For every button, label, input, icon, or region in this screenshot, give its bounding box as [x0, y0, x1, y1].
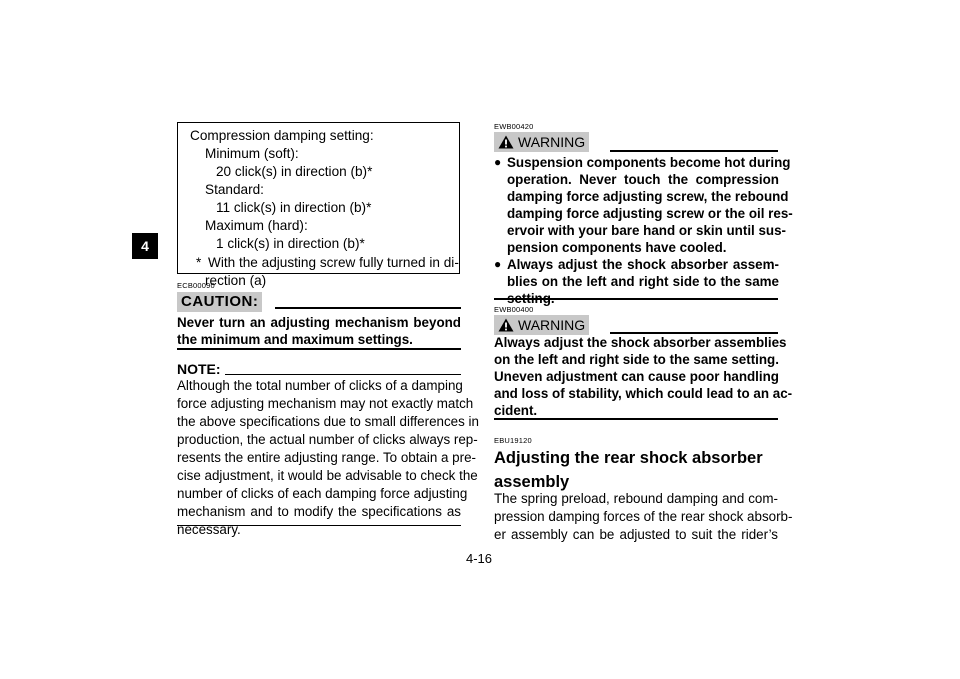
- page-number: 4-16: [466, 551, 493, 566]
- section-heading-line1: Adjusting the rear shock absorber: [494, 449, 763, 467]
- warning1-label-box: [494, 132, 589, 152]
- section-heading-line2: assembly: [494, 473, 570, 491]
- warning1-bullet1-line: damping force adjusting screw, the rebound: [507, 189, 789, 204]
- warning1-bullet2-line: blies on the left and right side to the same: [507, 274, 779, 289]
- spec-minimum-label: Minimum (soft):: [205, 146, 299, 161]
- caution-line: Never turn an adjusting mechanism beyond: [177, 315, 461, 330]
- spec-title: Compression damping setting:: [190, 128, 374, 143]
- note-line: mechanism and to modify the specifications as: [177, 504, 461, 519]
- warning1-bullet2-line: setting.: [507, 291, 555, 306]
- caution-text: [177, 314, 461, 348]
- warning2-code: EWB00400: [494, 305, 534, 314]
- warning1-bullet1-line: operation. Never touch the compression: [507, 172, 779, 187]
- warning2-line: Uneven adjustment can cause poor handling: [494, 369, 779, 384]
- warning-triangle-icon: [498, 318, 514, 332]
- warning2-line: cident.: [494, 403, 538, 418]
- spec-footnote-star: *: [196, 255, 202, 270]
- warning1-bullet2-line: Always adjust the shock absorber assem-: [507, 257, 779, 272]
- note-line: cise adjustment, it would be advisable to check the: [177, 468, 478, 483]
- note-line: the above specifications due to small differences in: [177, 414, 479, 429]
- spec-standard-label: Standard:: [205, 182, 264, 197]
- warning-triangle-icon: [498, 135, 514, 149]
- section-line: er assembly can be adjusted to suit the rider’s: [494, 527, 778, 542]
- section-line: The spring preload, rebound damping and com-: [494, 491, 778, 506]
- warning2-footer-rule: [494, 418, 778, 420]
- chapter-tab: 4: [132, 233, 158, 259]
- spec-maximum-label: Maximum (hard):: [205, 218, 308, 233]
- caution-footer-rule: [177, 348, 461, 350]
- warning1-bullet1-line: Suspension components become hot during: [507, 155, 791, 170]
- section-heading: [494, 446, 784, 494]
- warning1-label: WARNING: [518, 134, 586, 150]
- spec-maximum-value: 1 click(s) in direction (b)*: [216, 236, 365, 251]
- note-text: [177, 377, 479, 539]
- caution-line: the minimum and maximum settings.: [177, 332, 413, 347]
- section-code: EBU19120: [494, 436, 532, 445]
- note-line: resents the entire adjusting range. To obtain a pre-: [177, 450, 476, 465]
- caution-code: ECB00090: [177, 281, 215, 290]
- note-header-rule: [225, 374, 461, 375]
- spec-standard-value: 11 click(s) in direction (b)*: [216, 200, 372, 215]
- warning1-bullet1-line: damping force adjusting screw or the oil res-: [507, 206, 793, 221]
- note-line: Although the total number of clicks of a damping: [177, 378, 463, 393]
- warning1-bullet-1: [494, 154, 793, 256]
- bullet-dot-icon: ●: [494, 155, 502, 169]
- spec-minimum-value: 20 click(s) in direction (b)*: [216, 164, 373, 179]
- caution-header-rule: [275, 307, 461, 309]
- warning1-footer-rule: [494, 298, 778, 300]
- warning2-line: and loss of stability, which could lead to an ac-: [494, 386, 793, 401]
- spec-footnote-line1: With the adjusting screw fully turned in di-: [208, 255, 459, 270]
- warning2-label: WARNING: [518, 317, 586, 333]
- section-line: pression damping forces of the rear shock absorb-: [494, 509, 793, 524]
- warning2-label-box: [494, 315, 589, 335]
- caution-label: CAUTION:: [177, 292, 262, 312]
- section-body: [494, 490, 793, 544]
- note-line: number of clicks of each damping force adjusting: [177, 486, 468, 501]
- warning2-line: on the left and right side to the same setting.: [494, 352, 779, 367]
- note-label: NOTE:: [177, 361, 221, 377]
- bullet-dot-icon: ●: [494, 257, 502, 271]
- spec-footnote-line2: rection (a): [205, 273, 267, 288]
- warning2-text: [494, 334, 793, 419]
- note-footer-rule: [177, 525, 461, 526]
- note-line: production, the actual number of clicks always rep-: [177, 432, 478, 447]
- note-line: necessary.: [177, 522, 241, 537]
- warning2-line: Always adjust the shock absorber assemblies: [494, 335, 787, 350]
- note-line: force adjusting mechanism may not exactly match: [177, 396, 474, 411]
- warning1-header-rule: [610, 150, 778, 152]
- warning1-code: EWB00420: [494, 122, 534, 131]
- warning1-bullet1-line: ervoir with your bare hand or skin until sus-: [507, 223, 787, 238]
- warning1-bullet1-line: pension components have cooled.: [507, 240, 727, 255]
